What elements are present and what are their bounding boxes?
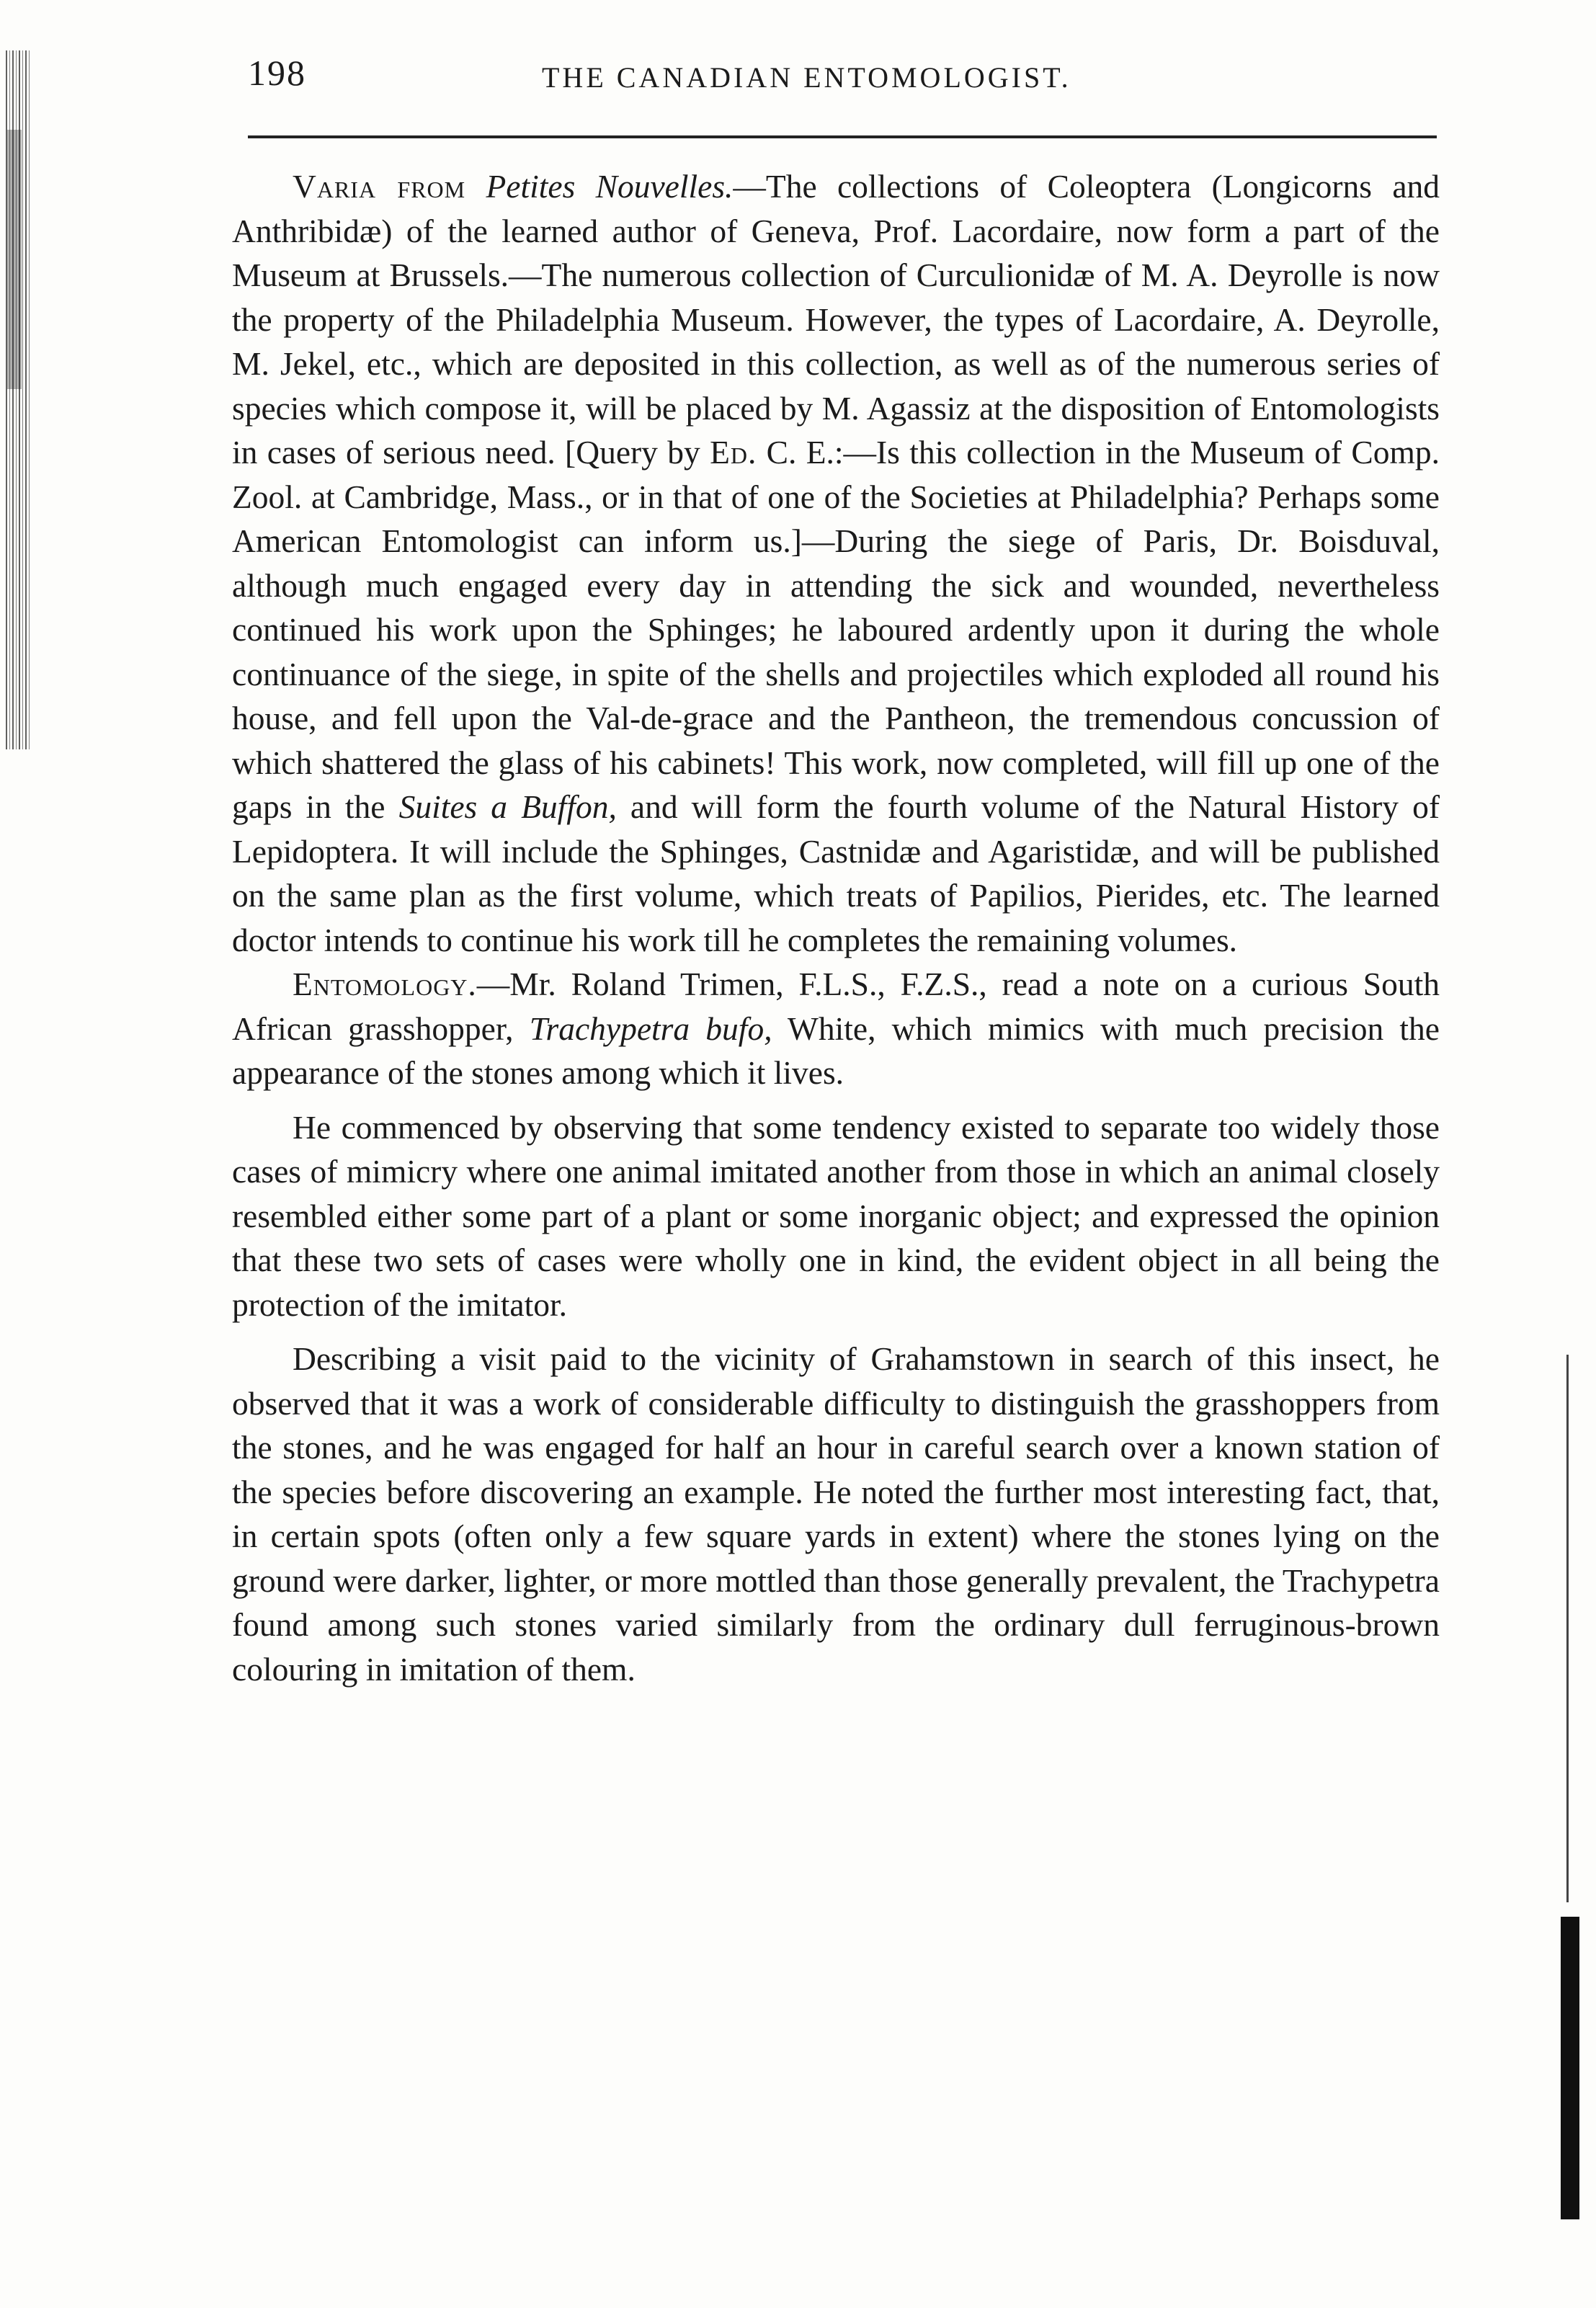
editor-abbrev: Ed.: [710, 434, 757, 471]
scan-right-edge-bar: [1561, 1917, 1579, 2219]
paragraph-lead: Entomology.: [293, 966, 477, 1002]
species-name: Trachypetra bufo,: [529, 1010, 772, 1047]
header-rule: [248, 135, 1437, 138]
paragraph-entomology: [232, 962, 1440, 1095]
source-title: Petites Nouvelles.: [486, 168, 734, 205]
paragraph-text: and will form the fourth volume of the Natural History of Lepidoptera. It will include the Sphinges, Castnidæ and Agaristidæ, and will be published on the same plan as the first volume, which treats of Papilios, Pierides, etc. The learned doctor intends to continue his work till he completes the remaining volumes.: [232, 788, 1440, 958]
paragraph-text: C. E.:—Is this collection in the Museum of Comp. Zool. at Cambridge, Mass., or in that of one of the Societies at Philadelphia? Perhaps some American Entomologist can inform us.]—During the siege of Paris, Dr. Boisduval, although much engaged every day in attending the sick and wounded, nevertheless continued his work upon the Sphinges; he laboured ardently upon it during the whole continuance of the siege, in spite of the shells and projectiles which exploded all round his house, and fell upon the Val-de-grace and the Pantheon, the tremendous concussion of which shattered the glass of his cabinets! This work, now completed, will fill up one of the gaps in the: [232, 434, 1440, 825]
paragraph-lead: Varia from: [293, 168, 466, 205]
paragraph-text: —Mr. Roland Trimen, F.L.S., F.Z.S., read a note on a curious South African grasshopper,: [232, 966, 1440, 1047]
page-number: 198: [248, 53, 306, 93]
page-header: [0, 52, 1596, 102]
running-title: THE CANADIAN ENTOMOLOGIST.: [542, 61, 1071, 94]
scan-right-edge-line: [1566, 1355, 1569, 1902]
paragraph-text: —The collections of Coleoptera (Longicorns and Anthribidæ) of the learned author of Geneva, Prof. Lacordaire, now form a part of the Museum at Brussels.—The numerous collection of Curculionidæ of M. A. Deyrolle is now the property of the Philadelphia Museum. However, the types of Lacordaire, A. Deyrolle, M. Jekel, etc., which are deposited in this collection, as well as of the numerous series of species which compose it, will be placed by M. Agassiz at the disposition of Entomologists in cases of serious need. [Query by: [232, 168, 1440, 471]
scan-binding-shadow: [7, 130, 22, 389]
paragraph-text: White, which mimics with much precision the appearance of the stones among which it lives.: [232, 1010, 1440, 1091]
series-title: Suites a Buffon,: [398, 788, 617, 825]
paragraph-varia: [232, 164, 1440, 962]
article-body: [232, 164, 1440, 1691]
paragraph-grahamstown: Describing a visit paid to the vicinity of Grahamstown in search of this insect, he observed that it was a work of considerable difficulty to distinguish the grasshoppers from the stones, and he was engaged for half an hour in careful search over a known station of the species before discovering an example. He noted the further most interesting fact, that, in certain spots (often only a few square yards in extent) where the stones lying on the ground were darker, lighter, or more mottled than those generally prevalent, the Trachypetra found among such stones varied similarly from the ordinary dull ferruginous-brown colouring in imitation of them.: [232, 1340, 1440, 1688]
paragraph-mimicry: He commenced by observing that some tendency existed to separate too widely those cases of mimicry where one animal imitated another from those in which an animal closely resembled either some part of a plant or some inorganic object; and expressed the opinion that these two sets of cases were wholly one in kind, the evident object in all being the protection of the imitator.: [232, 1108, 1440, 1323]
